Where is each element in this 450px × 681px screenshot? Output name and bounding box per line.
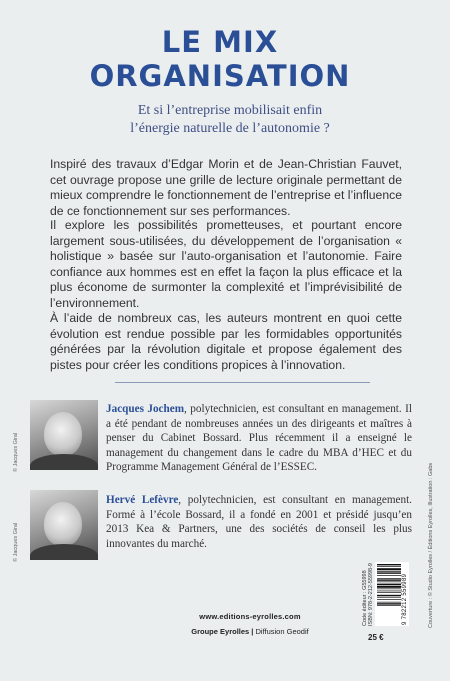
barcode-bar — [377, 584, 401, 585]
barcode-digits: 9 782212 559989 — [402, 573, 408, 625]
paragraph-1: Inspiré des travaux d’Edgar Morin et de Jean-Christian Fauvet, cet ouvrage propose une grille de lecture originale permettant de mieux comprendre le fonctionnement de l’entreprise et l’influence de ce fonctionnement sur ses performances. — [50, 157, 402, 218]
shoulders-shape — [30, 544, 98, 560]
barcode-bar — [377, 592, 401, 593]
paragraph-2: Il explore les possibilités prometteuses, et pourtant encore largement sous-utilisées, du développement de l’organisation « holistique » basée sur l’auto-organisation et l’autonomie. Faire confiance aux hommes est en effet la façon la plus efficace et la plus économe de surmonter la complexité et l’imprévisibilité de l’environnement. — [50, 218, 402, 310]
title-line-1: LE MIX — [161, 25, 279, 59]
barcode-bar — [377, 572, 401, 573]
author-bio-1 — [106, 402, 412, 475]
author-bio-text-2: , polytechnicien, est consultant en management. Formé à l’école Bossard, il a fondé en 2001 et présidé jusqu’en 2013 Kea & Partners, une des sociétés de conseil les plus innovantes du marché. — [106, 494, 412, 550]
subtitle-line-2: l’énergie naturelle de l’autonomie ? — [130, 121, 330, 136]
photo-credit-1: © Jacques Giral — [13, 432, 19, 472]
face-shape — [44, 502, 82, 546]
barcode-bar — [377, 603, 401, 604]
author-bio-text-1: , polytechnicien, est consultant en management. Il a été pendant de nombreuses années un des dirigeants et maîtres à penser du Cabinet Bossard. Plus récemment il a enseigné le management du changement dans le cadre du MBA d’HEC et du Programme Management Général de l’ESSEC. — [106, 403, 413, 474]
author-name-2: Hervé Lefèvre — [106, 494, 179, 506]
publisher-website: www.editions-eyrolles.com — [199, 612, 301, 621]
barcode-bar — [377, 566, 401, 567]
paragraph-3: À l’aide de nombreux cas, les auteurs montrent en quoi cette évolution est rendue possible par les formidables opportunités générées par la révolution digitale et propose également des pistes pour créer les conditions propices à l’innovation. — [50, 311, 402, 372]
subtitle — [60, 102, 400, 138]
barcode-bar — [377, 564, 401, 565]
barcode-bar — [377, 568, 401, 570]
publisher-distribution: Diffusion Geodif — [255, 627, 309, 636]
barcode-bar — [377, 597, 401, 598]
barcode-bar — [377, 602, 401, 603]
cover-credit: Couverture : © Studio Eyrolles / Éditions Eyrolles, Illustration : Gabs — [428, 462, 434, 628]
barcode-bar — [377, 586, 401, 588]
face-shape — [44, 412, 82, 456]
author-name-1: Jacques Jochem — [106, 403, 185, 415]
photo-credit-2: © Jacques Giral — [13, 522, 19, 562]
barcode-bar — [377, 582, 401, 583]
barcode-bar — [377, 595, 401, 596]
barcode-bar — [377, 599, 401, 600]
title-line-2: ORGANISATION — [89, 59, 351, 93]
code-editeur: Code éditeur : G55998 — [362, 570, 368, 626]
barcode-bar — [377, 605, 401, 606]
author-bio-2 — [106, 493, 412, 551]
barcode-bar — [377, 578, 401, 579]
section-divider — [115, 382, 370, 383]
isbn-number: ISBN: 978-2-212-55998-9 — [368, 563, 374, 626]
barcode-bar — [377, 571, 401, 572]
author-photo-lefevre — [30, 490, 98, 560]
publisher-separator: | — [249, 627, 256, 636]
publisher-group: Groupe Eyrolles — [191, 627, 250, 636]
barcode-bar — [377, 579, 401, 580]
publisher-line — [150, 627, 350, 636]
shoulders-shape — [30, 454, 98, 470]
barcode-bar — [377, 591, 401, 592]
barcode-bar — [377, 575, 401, 576]
barcode-bar — [377, 589, 401, 590]
subtitle-line-1: Et si l’entreprise mobilisait enfin — [137, 103, 323, 118]
author-photo-jochem — [30, 400, 98, 470]
price: 25 € — [368, 633, 384, 642]
